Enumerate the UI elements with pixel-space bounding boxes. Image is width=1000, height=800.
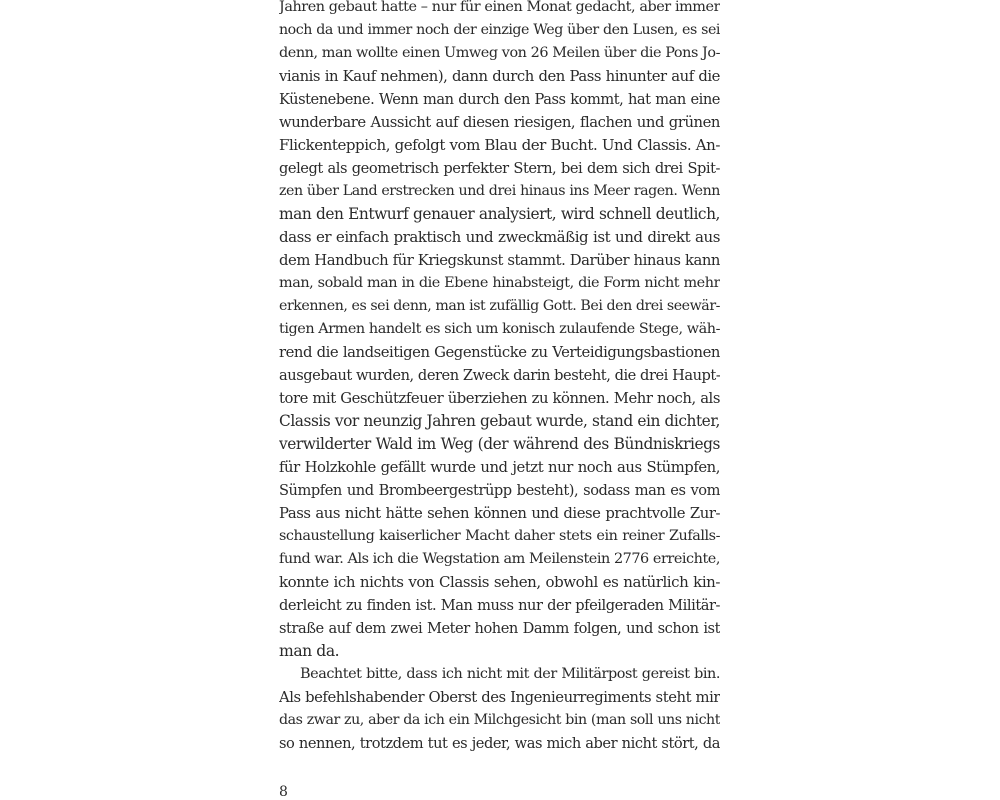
text-line: Sümpfen und Brombeergestrüpp besteht), sodass man es vom xyxy=(279,482,720,499)
text-line: schaustellung kaiserlicher Macht daher stets ein reiner Zufalls- xyxy=(279,528,720,544)
page-number: 8 xyxy=(279,784,288,800)
text-line: noch da und immer noch der einzige Weg über den Lusen, es sei xyxy=(279,22,720,38)
text-line: tigen Armen handelt es sich um konisch zulaufende Stege, wäh- xyxy=(279,321,720,337)
text-line: Jahren gebaut hatte – nur für einen Monat gedacht, aber immer xyxy=(279,0,720,15)
text-line: man da. xyxy=(279,642,340,660)
text-line: das zwar zu, aber da ich ein Milchgesicht bin (man soll uns nicht xyxy=(279,712,720,728)
paragraph-2 xyxy=(279,663,720,755)
text-line: rend die landseitigen Gegenstücke zu Verteidigungsbastionen xyxy=(279,344,720,361)
text-line: Classis vor neunzig Jahren gebaut wurde, stand ein dichter, xyxy=(279,412,720,430)
text-line: man, sobald man in die Ebene hinabsteigt, die Form nicht mehr xyxy=(279,275,720,291)
text-line: Flickenteppich, gefolgt vom Blau der Bucht. Und Classis. An- xyxy=(279,136,720,154)
text-line: man den Entwurf genauer analysiert, wird schnell deutlich, xyxy=(279,205,720,223)
text-line: Pass aus nicht hätte sehen können und diese prachtvolle Zur- xyxy=(279,505,720,522)
text-line: gelegt als geometrisch perfekter Stern, bei dem sich drei Spit- xyxy=(279,160,720,177)
text-line: zen über Land erstrecken und drei hinaus ins Meer ragen. Wenn xyxy=(279,183,720,199)
text-line: straße auf dem zwei Meter hohen Damm folgen, und schon ist xyxy=(279,620,720,637)
text-line: dem Handbuch für Kriegskunst stammt. Darüber hinaus kann xyxy=(279,252,720,269)
text-line: verwilderter Wald im Weg (der während des Bündniskriegs xyxy=(279,435,720,453)
text-line: so nennen, trotzdem tut es jeder, was mich aber nicht stört, da xyxy=(279,735,720,752)
text-line: erkennen, es sei denn, man ist zufällig Gott. Bei den drei seewär- xyxy=(279,298,720,314)
text-line: tore mit Geschützfeuer überziehen zu können. Mehr noch, als xyxy=(279,390,720,407)
text-line: wunderbare Aussicht auf diesen riesigen, flachen und grünen xyxy=(279,114,720,131)
text-line: Küstenebene. Wenn man durch den Pass kommt, hat man eine xyxy=(279,91,720,108)
paragraph-1 xyxy=(279,0,720,663)
text-line: fund war. Als ich die Wegstation am Meilenstein 2776 erreichte, xyxy=(279,551,720,567)
text-line: derleicht zu finden ist. Man muss nur der pfeilgeraden Militär- xyxy=(279,597,720,614)
body-text xyxy=(279,0,720,755)
text-line: dass er einfach praktisch und zweckmäßig ist und direkt aus xyxy=(279,228,720,246)
text-line: konnte ich nichts von Classis sehen, obwohl es natürlich kin- xyxy=(279,573,720,591)
text-line: vianis in Kauf nehmen), dann durch den Pass hinunter auf die xyxy=(279,68,720,85)
text-line: denn, man wollte einen Umweg von 26 Meilen über die Pons Jo- xyxy=(279,45,720,61)
text-line: für Holzkohle gefällt wurde und jetzt nur noch aus Stümpfen, xyxy=(279,459,720,476)
text-line: Als befehlshabender Oberst des Ingenieurregiments steht mir xyxy=(279,689,720,706)
text-line: Beachtet bitte, dass ich nicht mit der Militärpost gereist bin. xyxy=(300,666,720,682)
text-line: ausgebaut wurden, deren Zweck darin besteht, die drei Haupt- xyxy=(279,367,720,384)
